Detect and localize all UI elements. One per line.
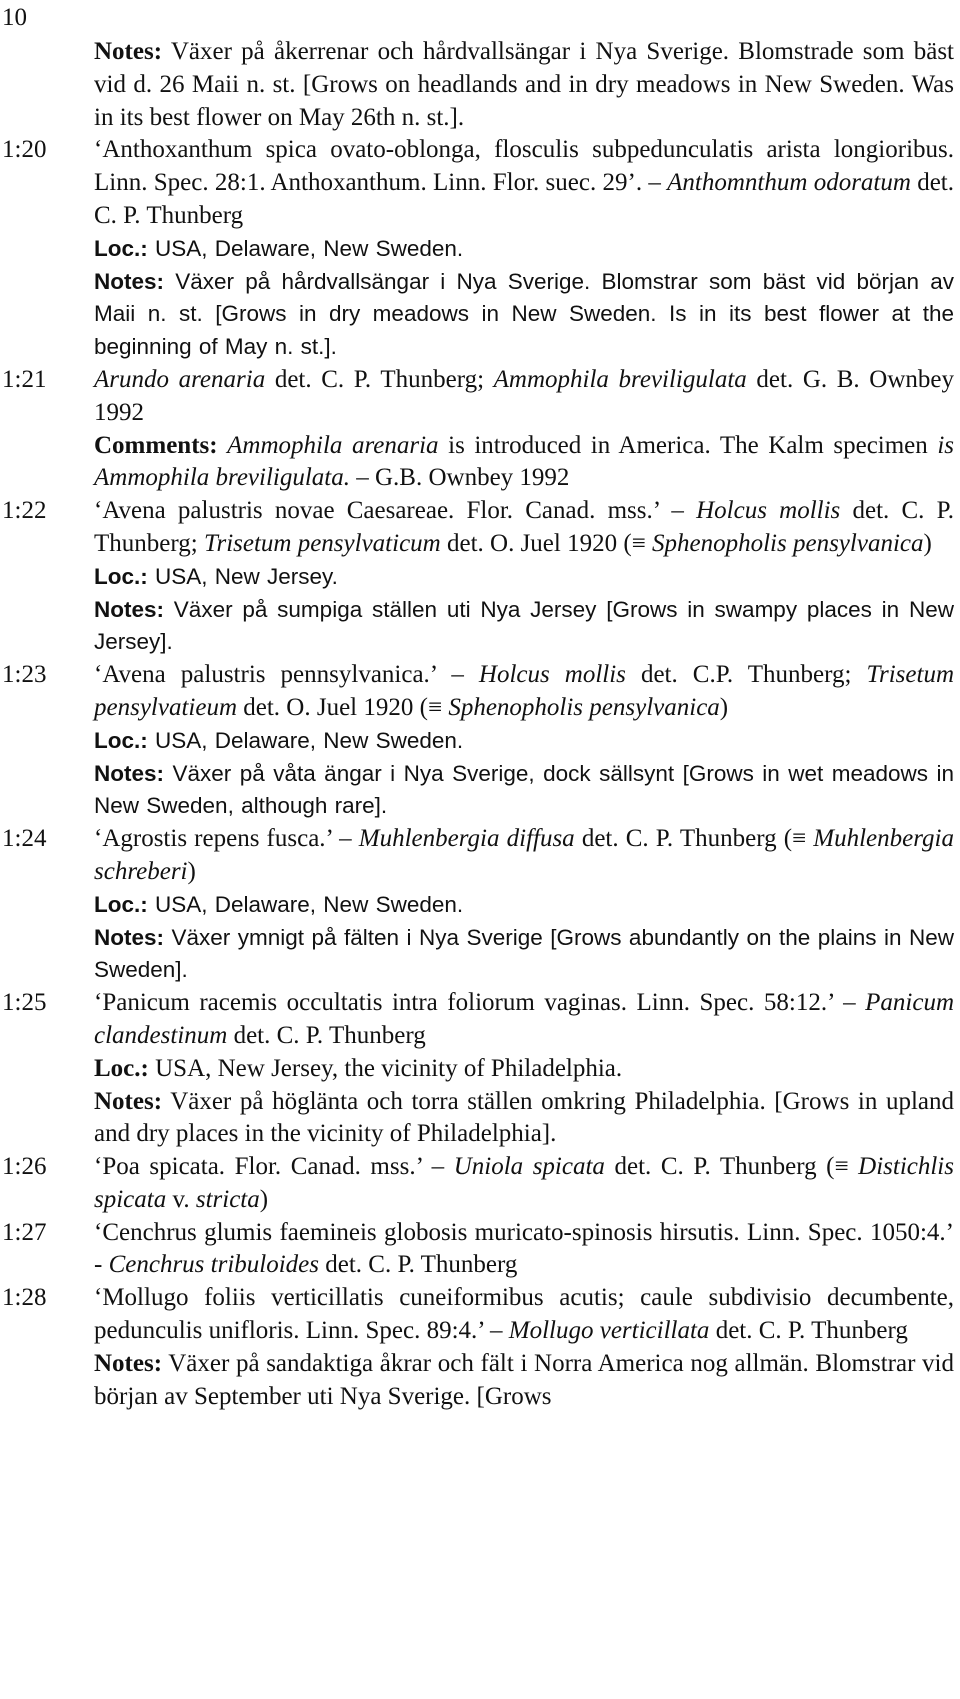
notes-text: Växer på åkerrenar och hårdvallsängar i Nya Sverige. Blomstrade som bäst vid d. 26 Maii n. st. [Grows on headlands and in dry meadows in New Sweden. Was in its best flower on May 26th n. st.]. — [94, 38, 954, 131]
entry-number: 1:27 — [2, 1218, 47, 1246]
notes-text: Växer ymnigt på fälten i Nya Sverige [Grows abundantly on the plains in New Sweden]. — [94, 924, 954, 983]
description-text: ‘Agrostis repens fusca.’ – — [94, 825, 359, 853]
determination-text: det. C. P. Thunberg — [319, 1251, 518, 1279]
entry-body — [94, 1151, 954, 1217]
notes-line — [94, 1348, 954, 1414]
location-line — [94, 233, 954, 266]
entry-number: 1:20 — [2, 136, 47, 164]
entry-number: 1:26 — [2, 1153, 47, 1181]
comments-label: Comments: — [94, 431, 218, 459]
notes-label: Notes: — [94, 1087, 163, 1115]
notes-line — [94, 36, 954, 134]
notes-text: Växer på sumpiga ställen uti Nya Jersey [Grows in swampy places in New Jersey]. — [94, 596, 954, 655]
determination-text: det. G. B. Ownbey 1992 — [94, 365, 954, 426]
entry-description — [94, 659, 954, 725]
entry-body — [94, 1217, 954, 1283]
entry-1-25 — [0, 987, 960, 1151]
entry-number: 1:21 — [2, 365, 47, 393]
entry-description — [94, 1151, 954, 1217]
entry-1-19-continued — [0, 36, 960, 134]
notes-label: Notes: — [94, 38, 163, 65]
taxon-name: Sphenopholis pensylvanica — [652, 529, 924, 557]
loc-label: Loc.: — [94, 1054, 149, 1082]
entry-1-24 — [0, 823, 960, 987]
taxon-name: Mollugo verticillata — [508, 1317, 710, 1345]
determination-text: det. C. P. Thunberg; — [94, 497, 954, 557]
description-text: ‘Cenchrus glumis faemineis globosis muricato-spinosis hirsutis. Linn. Spec. 1050:4.’ - — [94, 1218, 954, 1279]
determination-text: det. C.P. Thunberg; — [625, 661, 867, 689]
taxon-name: Uniola spicata — [453, 1153, 605, 1181]
notes-label: Notes: — [94, 760, 165, 786]
comments-text: – G.B. Ownbey 1992 — [350, 464, 570, 492]
loc-label: Loc.: — [94, 235, 148, 261]
loc-label: Loc.: — [94, 891, 148, 917]
entry-1-26 — [0, 1151, 960, 1217]
taxon-name: Ammophila breviligulata — [493, 365, 747, 393]
entry-1-21 — [0, 364, 960, 495]
entry-description — [94, 1282, 954, 1348]
location-line — [94, 1053, 954, 1086]
loc-text: USA, Delaware, New Sweden. — [147, 727, 464, 753]
determination-text: det. O. Juel 1920 (≡ — [237, 693, 449, 721]
notes-text: Växer på sandaktiga åkrar och fält i Norra America nog allmän. Blomstrar vid början av September uti Nya Sverige. [Grows — [94, 1349, 954, 1410]
entry-body — [94, 1282, 954, 1413]
notes-label: Notes: — [94, 1349, 163, 1377]
closing-paren: ) — [187, 857, 196, 885]
description-text: ‘Mollugo foliis verticillatis cuneiformibus acutis; caule subdivisio decumbente, pedunculis unifloris. Linn. Spec. 89:4.’ – — [94, 1284, 954, 1345]
entry-number: 1:25 — [2, 989, 47, 1017]
loc-text: USA, Delaware, New Sweden. — [147, 891, 464, 917]
determination-text: det. C. P. Thunberg — [227, 1021, 426, 1049]
closing-paren: ) — [259, 1185, 269, 1213]
loc-text: USA, Delaware, New Sweden. — [147, 235, 464, 261]
notes-line — [94, 922, 954, 988]
entry-description — [94, 823, 954, 889]
description-text: ‘Panicum racemis occultatis intra foliorum vaginas. Linn. Spec. 58:12.’ – — [94, 989, 866, 1017]
entry-body — [94, 659, 954, 823]
description-text: ‘Avena palustris novae Caesareae. Flor. Canad. mss.’ – — [94, 497, 697, 525]
description-text: ‘Avena palustris pennsylvanica.’ – — [94, 661, 479, 689]
notes-line — [94, 758, 954, 824]
comments-text: is introduced in America. The Kalm specimen — [438, 431, 938, 459]
entry-body — [94, 495, 954, 659]
loc-label: Loc.: — [94, 727, 148, 753]
taxon-name: Trisetum pensylvaticum — [203, 529, 441, 557]
comments-text — [218, 432, 228, 459]
entry-1-20 — [0, 134, 960, 364]
notes-text: Växer på våta ängar i Nya Sverige, dock sällsynt [Grows in wet meadows in New Sweden, although rare]. — [94, 760, 954, 819]
taxon-name: Panicum clandestinum — [94, 989, 954, 1049]
determination-text: det. C. P. Thunberg; — [265, 365, 494, 393]
entry-1-28 — [0, 1282, 960, 1413]
taxon-name: Cenchrus tribuloides — [108, 1251, 319, 1279]
entry-1-22 — [0, 495, 960, 659]
entry-description — [94, 495, 954, 561]
determined-name: Anthomnthum odoratum — [667, 169, 911, 197]
loc-text: USA, New Jersey. — [147, 563, 338, 589]
entry-1-23 — [0, 659, 960, 823]
determination-text: det. C. P. Thunberg — [709, 1317, 908, 1345]
determination-text: det. C. P. Thunberg — [94, 169, 954, 229]
location-line — [94, 561, 954, 594]
determination-text: det. C. P. Thunberg (≡ — [574, 825, 814, 853]
notes-line — [94, 594, 954, 660]
loc-label: Loc.: — [94, 563, 148, 589]
closing-paren: ) — [719, 693, 729, 721]
entry-body — [94, 134, 954, 364]
taxon-name: Sphenopholis pensylvanica — [448, 693, 720, 721]
entry-number: 1:22 — [2, 497, 47, 525]
taxon-name: Arundo arenaria — [94, 365, 266, 393]
determination-text: det. C. P. Thunberg (≡ — [604, 1153, 859, 1181]
entry-body — [94, 987, 954, 1151]
entry-body — [94, 823, 954, 987]
notes-line — [94, 266, 954, 364]
notes-line — [94, 1086, 954, 1152]
loc-text: USA, New Jersey, the vicinity of Philadelphia. — [148, 1054, 623, 1082]
entry-number: 1:28 — [2, 1284, 47, 1312]
entry-1-27 — [0, 1217, 960, 1283]
determination-text: det. O. Juel 1920 (≡ — [440, 529, 653, 557]
entry-number: 1:24 — [2, 825, 47, 853]
variety-marker: v. — [166, 1185, 196, 1213]
document-body — [0, 36, 960, 1413]
entry-description — [94, 134, 954, 232]
entry-description — [94, 987, 954, 1053]
description-text: ‘Anthoxanthum spica ovato-oblonga, flosculis subpedunculatis arista longioribus. Linn. Spec. 28:1. Anthoxanthum. Linn. Flor. suec. 29’. – — [94, 136, 954, 197]
entry-description — [94, 1217, 954, 1283]
location-line — [94, 889, 954, 922]
taxon-name: Muhlenbergia diffusa — [358, 825, 575, 853]
notes-label: Notes: — [94, 924, 165, 950]
entry-description — [94, 364, 954, 430]
entry-body — [94, 364, 954, 495]
comments-line — [94, 430, 954, 496]
notes-label: Notes: — [94, 596, 165, 622]
notes-label: Notes: — [94, 268, 165, 294]
entry-number: 1:23 — [2, 661, 47, 689]
notes-text: Växer på hårdvallsängar i Nya Sverige. Blomstrar som bäst vid början av Maii n. st. [Grows in dry meadows in New Sweden. Is in its best flower at the beginning of May n. st.]. — [94, 268, 954, 360]
description-text: ‘Poa spicata. Flor. Canad. mss.’ – — [94, 1153, 454, 1181]
taxon-name: stricta — [195, 1185, 260, 1213]
entry-body — [94, 36, 954, 134]
closing-paren: ) — [923, 529, 932, 557]
taxon-name: Holcus mollis — [696, 497, 841, 525]
taxon-name: Holcus mollis — [478, 661, 626, 689]
notes-text: Växer på högläntа och torra ställen omkring Philadelphia. [Grows in upland and dry places in the vicinity of Philadelphia]. — [94, 1087, 954, 1148]
page-number: 10 — [2, 4, 27, 31]
taxon-name: Distichlis spicata — [94, 1153, 954, 1213]
taxon-name: Muhlenbergia schreberi — [94, 825, 954, 885]
location-line — [94, 725, 954, 758]
taxon-name: Trisetum pensylvatieum — [94, 661, 954, 721]
taxon-name: Ammophila arenaria — [227, 431, 439, 459]
taxon-name: is Ammophila breviligulata. — [94, 431, 955, 492]
